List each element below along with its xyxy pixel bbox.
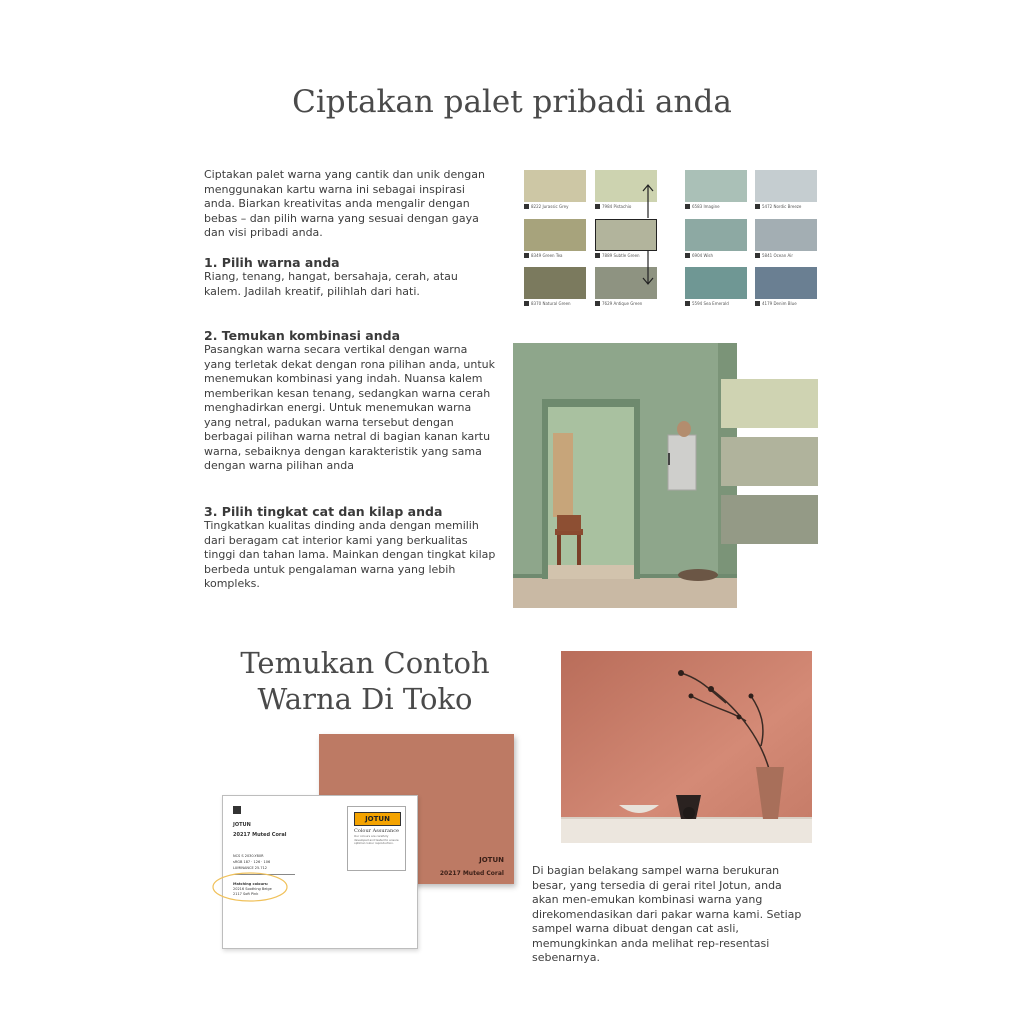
card-matching-heading: Matching colours: <box>233 882 269 886</box>
swatch-label: 4179 Denim Blue <box>755 301 817 306</box>
swatch-color <box>595 267 657 299</box>
swatch-color-selected <box>595 219 657 251</box>
qr-icon <box>755 253 760 258</box>
green-room-image <box>513 343 737 608</box>
step-1-heading: 1. Pilih warna anda <box>204 255 340 270</box>
card-matching-2: 2117 Soft Pink <box>233 892 259 896</box>
swatch-label: 7984 Pistachio <box>595 204 657 209</box>
card-rgb: sRGB 187 · 126 · 106 <box>233 860 271 864</box>
store-title-line-2: Warna Di Toko <box>257 682 473 716</box>
swatch-label: 8370 Natural Green <box>524 301 586 306</box>
store-section-title <box>204 645 526 717</box>
swatch-4 <box>595 219 657 258</box>
assurance-text: Our colours are carefully developed and tested to ensure optimal colour reproduction. <box>354 834 399 846</box>
swatch-10 <box>755 219 817 258</box>
qr-icon <box>524 253 529 258</box>
assurance-title: Colour Assurance <box>354 828 399 834</box>
card-back-color-name: 20217 Muted Coral <box>233 832 287 838</box>
swatch-color <box>685 219 747 251</box>
swatch-label: 6583 Imagine <box>685 204 747 209</box>
swatch-label: 6904 Wish <box>685 253 747 258</box>
step-3-text: Tingkatkan kualitas dinding anda dengan memilih dari beragam cat interior kami yang berkualitas tinggi dan tahan lama. Mainkan dengan tingkat kilap berbeda untuk pengalaman warna yang lebih kompleks. <box>204 519 496 590</box>
qr-code-icon <box>233 806 241 814</box>
swatch-color <box>755 219 817 251</box>
swatch-6 <box>595 267 657 306</box>
swatch-2 <box>595 170 657 209</box>
swatch-8 <box>755 170 817 209</box>
jotun-logo-text: JOTUN <box>365 815 390 823</box>
qr-icon <box>595 301 600 306</box>
card-ncs: NCS S 2030-Y80R <box>233 854 264 858</box>
swatch-grid <box>0 0 1024 320</box>
page-title: Ciptakan palet pribadi anda <box>292 84 732 120</box>
vertical-arrow-icon <box>640 182 656 288</box>
card-front-brand: JOTUN <box>479 856 504 864</box>
intro-paragraph: Ciptakan palet warna yang cantik dan unik dengan menggunakan kartu warna ini sebagai inspirasi anda. Biarkan kreativitas anda mengalir dengan bebas – dan pilih warna yang sesuai dengan gaya dan visi pribadi anda. <box>204 168 485 239</box>
assurance-box <box>347 806 406 871</box>
qr-icon <box>595 253 600 258</box>
swatch-color <box>524 267 586 299</box>
swatch-1 <box>524 170 586 209</box>
swatch-label: 5472 Nordic Breeze <box>755 204 817 209</box>
highlight-circle <box>210 870 290 904</box>
swatch-color <box>524 170 586 202</box>
room-swatch-1 <box>721 379 818 428</box>
swatch-color <box>755 170 817 202</box>
swatch-3 <box>524 219 586 258</box>
qr-icon <box>755 301 760 306</box>
swatch-label: 7629 Antique Green <box>595 301 657 306</box>
jotun-logo <box>354 812 401 826</box>
qr-icon <box>685 301 690 306</box>
swatch-color <box>685 170 747 202</box>
swatch-label: 8222 Jurassic Grey <box>524 204 586 209</box>
coral-vase-image <box>561 651 812 843</box>
card-matching-1: 20216 Soothing Beige <box>233 887 272 891</box>
room-swatch-3 <box>721 495 818 544</box>
swatch-color <box>524 219 586 251</box>
store-title-line-1: Temukan Contoh <box>240 646 490 680</box>
card-back-brand: JOTUN <box>233 822 251 828</box>
swatch-color <box>685 267 747 299</box>
step-1-text: Riang, tenang, hangat, bersahaja, cerah, atau kalem. Jadilah kreatif, pilihlah dari hati. <box>204 270 458 298</box>
step-2-heading: 2. Temukan kombinasi anda <box>204 328 401 343</box>
step-3-heading: 3. Pilih tingkat cat dan kilap anda <box>204 504 443 519</box>
step-2-text: Pasangkan warna secara vertikal dengan warna yang terletak dekat dengan rona pilihan anda, untuk menemukan kombinasi yang indah. Nuansa kalem memberikan kesan tenang, sedangkan warna cerah menghadirkan energi. Untuk menemukan warna yang netral, padukan warna tersebut dengan berbagai pilihan warna netral di bagian kanan kartu warna, sebaiknya dengan karakteristik yang sama dengan warna pilihan anda <box>204 343 496 472</box>
qr-icon <box>595 204 600 209</box>
swatch-label: 5594 Sea Emerald <box>685 301 747 306</box>
swatch-label: 8349 Green Tea <box>524 253 586 258</box>
swatch-7 <box>685 170 747 209</box>
step-2 <box>204 328 496 474</box>
qr-icon <box>755 204 760 209</box>
swatch-color <box>595 170 657 202</box>
swatch-12 <box>755 267 817 306</box>
swatch-label: 5841 Ocean Air <box>755 253 817 258</box>
step-3 <box>204 504 496 592</box>
qr-icon <box>685 253 690 258</box>
swatch-5 <box>524 267 586 306</box>
swatch-color <box>755 267 817 299</box>
qr-icon <box>685 204 690 209</box>
store-paragraph: Di bagian belakang sampel warna berukuran besar, yang tersedia di gerai ritel Jotun, anda akan men-emukan kombinasi warna yang direkomendasikan dari pakar warna kami. Setiap sampel warna dibuat dengan cat asli, memungkinkan anda melihat rep-resentasi sebenarnya. <box>532 864 802 964</box>
card-front-color-name: 20217 Muted Coral <box>439 870 504 877</box>
swatch-9 <box>685 219 747 258</box>
swatch-label: 7889 Subtle Green <box>595 253 657 258</box>
card-lrv: LUMINANCE 25.712 <box>233 866 268 870</box>
qr-icon <box>524 204 529 209</box>
swatch-11 <box>685 267 747 306</box>
step-1 <box>204 255 496 299</box>
room-swatch-2 <box>721 437 818 486</box>
qr-icon <box>524 301 529 306</box>
